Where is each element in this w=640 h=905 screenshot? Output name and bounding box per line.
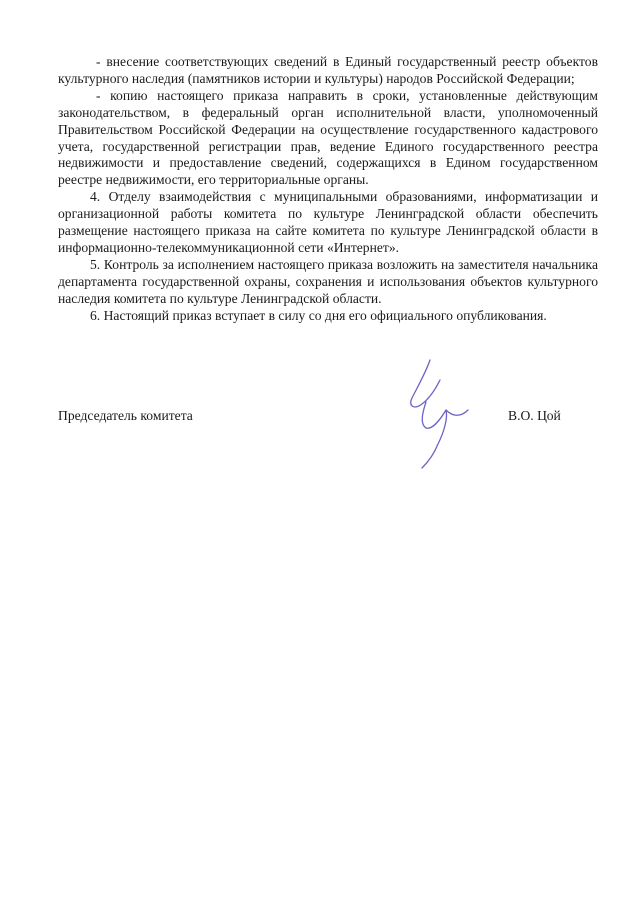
- signature-block: [58, 408, 598, 428]
- signatory-title: Председатель комитета: [58, 408, 193, 423]
- document-body: [58, 54, 598, 325]
- signatory-name: В.О. Цой: [508, 408, 561, 423]
- paragraph-item-4: 4. Отделу взаимодействия с муниципальными образованиями, информатизации и организационной работы комитета по культуре Ленинградской области обеспечить размещение настоящего приказа на сайте комитета по культуре Ленинградской области в информационно-телекоммуникационной сети «Интернет».: [58, 189, 598, 255]
- paragraph-item-5: 5. Контроль за исполнением настоящего приказа возложить на заместителя начальника департамента государственной охраны, сохранения и использования объектов культурного наследия комитета по культуре Ленинградской области.: [58, 256, 598, 306]
- paragraph-copy-order: - копию настоящего приказа направить в сроки, установленные действующим законодательством, в федеральный орган исполнительной власти, уполномоченный Правительством Российской Федерации на осуществление государственного кадастрового учета, государственной регистрации прав, ведение Единого государственного реестра недвижимости и предоставление сведений, содержащихся в Едином государственном реестре недвижимости, его территориальные органы.: [58, 87, 598, 188]
- signature-stroke-upper: [411, 360, 440, 407]
- handwritten-signature: [400, 358, 490, 478]
- signature-stroke-lower: [422, 402, 468, 468]
- paragraph-item-6: 6. Настоящий приказ вступает в силу со дня его официального опубликования.: [90, 307, 547, 323]
- paragraph-registry-entry: - внесение соответствующих сведений в Единый государственный реестр объектов культурного наследия (памятников истории и культуры) народов Российской Федерации;: [58, 54, 598, 86]
